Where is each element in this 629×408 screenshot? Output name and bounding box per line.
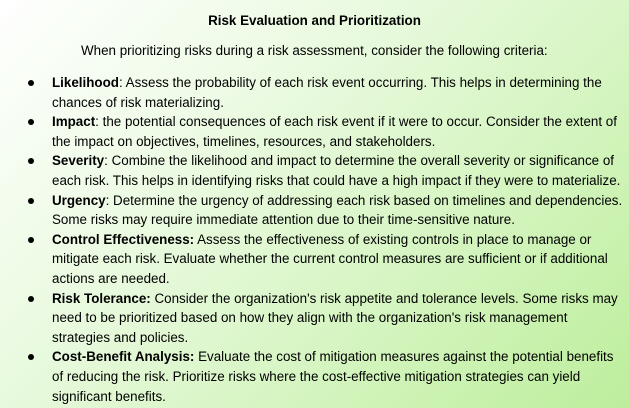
criteria-text: the potential consequences of each risk event if it were to occur. Consider the extent of the impact on objectives, timelines, resources, and stakeholders. [52,114,617,149]
criteria-text: Combine the likelihood and impact to determine the overall severity or significance of each risk. This helps in identifying risks that could have a high impact if they were to materialize. [52,153,621,188]
criteria-separator: : [104,153,112,169]
bullet-icon [28,198,34,204]
criteria-term: Likelihood [52,75,119,90]
bullet-icon [28,354,34,360]
bullet-icon [28,237,34,243]
bullet-icon [28,80,34,86]
criteria-item-risk-tolerance [0,289,629,348]
criteria-separator: : [105,192,114,208]
criteria-term: Severity [52,153,105,169]
bullet-icon [28,296,34,302]
criteria-list [0,73,629,406]
intro-paragraph: When prioritizing risks during a risk assessment, consider the following criteria: [81,43,548,58]
criteria-text: Consider the organization's risk appetite and tolerance levels. Some risks may need to be prioritized based on how they align with the organization's risk management strategies and policies. [52,290,618,345]
criteria-term: Control Effectiveness: [52,231,195,247]
criteria-item-urgency [0,191,629,230]
document-title: Risk Evaluation and Prioritization [208,13,421,28]
criteria-term: Risk Tolerance: [52,290,151,306]
criteria-term: Urgency [52,192,106,208]
criteria-term: Cost-Benefit Analysis: [52,349,195,365]
criteria-separator: : [118,75,126,90]
criteria-item-control-effectiveness [0,230,629,289]
criteria-item-likelihood [0,73,629,112]
bullet-icon [28,119,34,125]
bullet-icon [28,158,34,164]
criteria-text: Evaluate the cost of mitigation measures against the potential benefits of reducing the risk. Prioritize risks where the cost-effective mitigation strategies can yield significant benefits. [52,349,614,404]
criteria-text: Assess the effectiveness of existing controls in place to manage or mitigate each risk. Evaluate whether the current control measures are sufficient or if additional actions are needed. [52,231,608,286]
criteria-item-severity [0,151,629,190]
criteria-separator: : [95,114,103,130]
criteria-item-cost-benefit-analysis [0,347,629,406]
criteria-term: Impact [52,114,96,130]
criteria-text: Determine the urgency of addressing each risk based on timelines and dependencies. Some risks may require immediate attention due to their time-sensitive nature. [52,192,623,228]
criteria-text: Assess the probability of each risk event occurring. This helps in determining the chances of risk materializing. [52,75,602,110]
criteria-item-impact [0,112,629,151]
